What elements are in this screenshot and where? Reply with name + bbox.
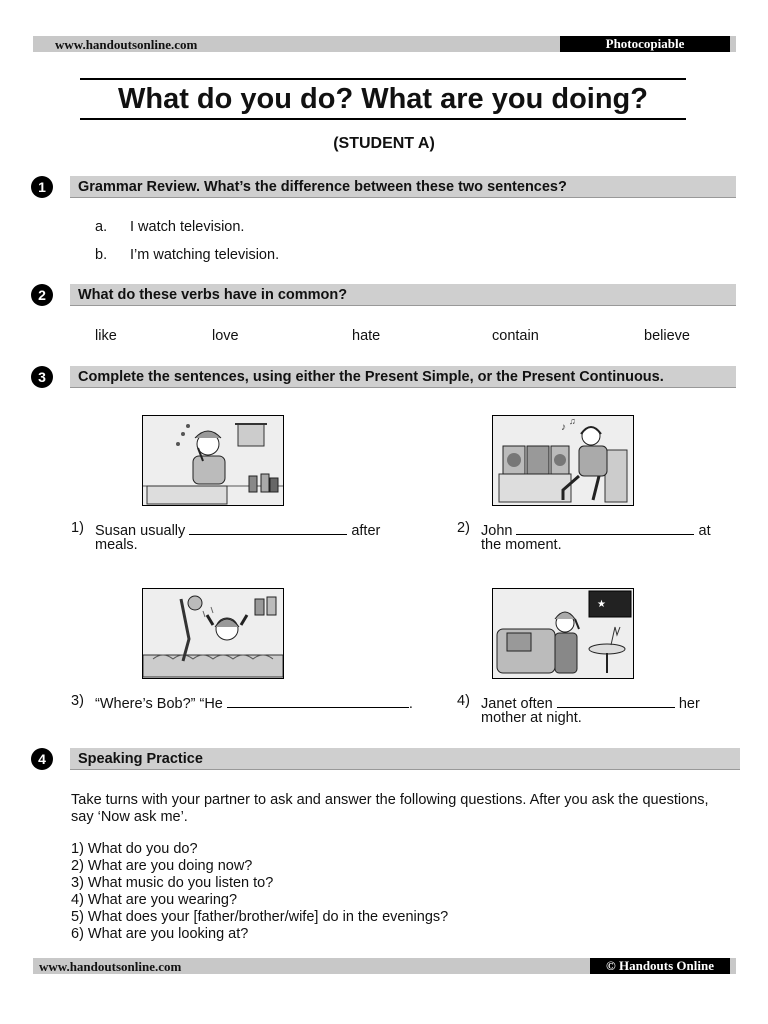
question-5: 5) What does your [father/brother/wife] do in the evenings? [71,909,449,925]
exercise-2-after: at [698,523,711,539]
exercise-3-before: “Where’s Bob?” “He [95,696,223,712]
footer-bar [33,958,736,974]
header-url: www.handoutsonline.com [55,37,198,52]
header-bar [33,36,736,52]
exercise-2-before: John [481,523,513,539]
photocopiable-badge: Photocopiable [560,36,730,52]
exercise-2-number: 2) [457,520,470,536]
question-1: 1) What do you do? [71,841,198,857]
picture-bob-shower [142,588,284,679]
verb-believe: believe [644,328,690,344]
exercise-1-number: 1) [71,520,84,536]
verb-love: love [212,328,239,344]
section-4-number: 4 [31,748,53,770]
question-6: 6) What are you looking at? [71,926,249,942]
question-4: 4) What are you wearing? [71,892,238,908]
picture-janet-phone [492,588,634,679]
exercise-1-after: after [351,523,381,539]
question-2: 2) What are you doing now? [71,858,253,874]
exercise-3-number: 3) [71,693,84,709]
exercise-1-before: Susan usually [95,523,186,539]
exercise-2-blank[interactable] [516,520,694,535]
section-2-number: 2 [31,284,53,306]
exercise-1-line2: meals. [95,537,138,553]
section-2-heading: What do these verbs have in common? [70,284,736,306]
exercise-3-after: . [408,696,413,712]
verb-like: like [95,328,117,344]
exercise-1-blank[interactable] [189,520,347,535]
verb-contain: contain [492,328,539,344]
picture-john-listening-music [492,415,634,506]
exercise-3-line [95,693,413,712]
svg-text:★: ★ [597,599,606,610]
svg-text:♫: ♫ [569,416,576,426]
grammar-a-letter: a. [95,219,108,235]
page-title: What do you do? What are you doing? [80,78,686,120]
verb-hate: hate [352,328,381,344]
section-3-heading: Complete the sentences, using either the Present Simple, or the Present Continuous. [70,366,736,388]
page-subtitle: (STUDENT A) [333,135,435,152]
section-1-heading: Grammar Review. What’s the difference between these two sentences? [70,176,736,198]
exercise-4-before: Janet often [481,696,553,712]
exercise-4-number: 4) [457,693,470,709]
exercise-4-after: her [678,696,700,712]
speaking-intro: Take turns with your partner to ask and answer the following questions. After you ask the questions, say ‘Now ask me’. [71,792,709,825]
exercise-3-blank[interactable] [227,693,409,708]
copyright-badge: © Handouts Online [590,958,730,974]
section-3-number: 3 [31,366,53,388]
footer-url: www.handoutsonline.com [39,959,182,974]
svg-text:♪: ♪ [561,422,566,433]
exercise-4-blank[interactable] [557,693,675,708]
speaking-questions [71,841,448,943]
exercise-1-line [95,520,380,539]
picture-susan-brushing-teeth [142,415,284,506]
question-3: 3) What music do you listen to? [71,875,274,891]
grammar-a-text: I watch television. [130,219,245,235]
section-4-heading: Speaking Practice [70,748,740,770]
grammar-b-letter: b. [95,247,108,263]
exercise-4-line2: mother at night. [481,710,582,726]
grammar-b-text: I’m watching television. [130,247,280,263]
exercise-2-line2: the moment. [481,537,562,553]
section-1-number: 1 [31,176,53,198]
